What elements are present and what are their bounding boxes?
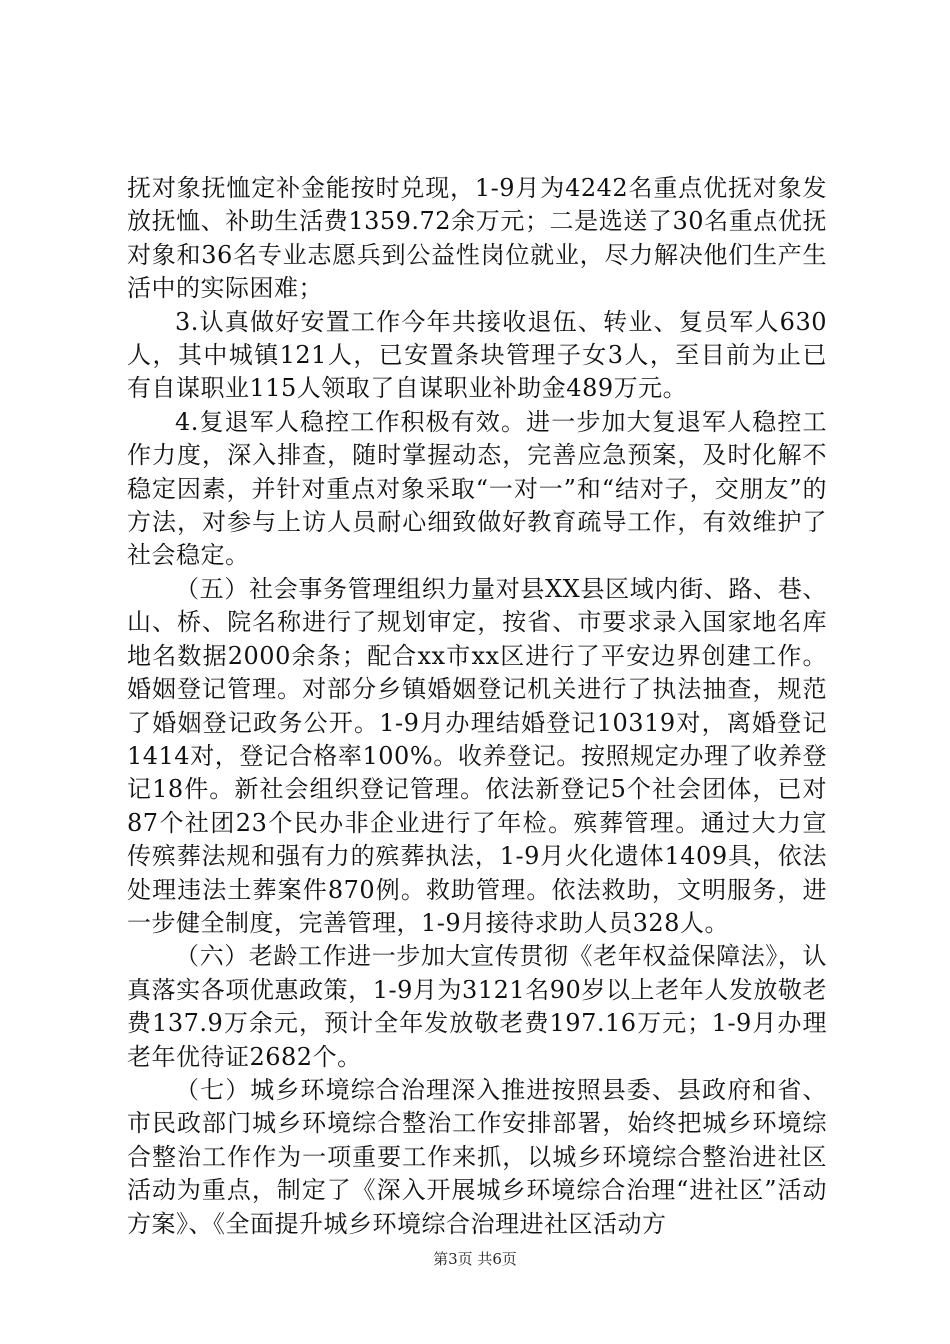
paragraph-resettlement: 3.认真做好安置工作今年共接收退伍、转业、复员军人630人，其中城镇121人，已安置条块管理子女3人，至目前为止已有自谋职业115人领取了自谋职业补助金489万元。 (127, 307, 827, 403)
paragraph-elderly-work: （六）老龄工作进一步加大宣传贯彻《老年权益保障法》，认真落实各项优惠政策，1-9月为3121名90岁以上老年人发放敬老费137.9万余元，预计全年发放敬老费197.16万元；1-9月办理老年优待证2682个。 (127, 942, 827, 1071)
paragraph-veteran-stability: 4.复退军人稳控工作积极有效。进一步加大复退军人稳控工作力度，深入排查，随时掌握动态，完善应急预案，及时化解不稳定因素，并针对重点对象采取“一对一”和“结对子，交朋友”的方法，对参与上访人员耐心细致做好教育疏导工作，有效维护了社会稳定。 (127, 407, 827, 570)
paragraph-continuation: 抚对象抚恤定补金能按时兑现，1-9月为4242名重点优抚对象发放抚恤、补助生活费1359.72余万元；二是选送了30名重点优抚对象和36名专业志愿兵到公益性岗位就业，尽力解决他们生产生活中的实际困难； (127, 174, 827, 303)
page-number-footer: 第3页 共6页 (433, 1250, 517, 1268)
document-body (127, 172, 827, 1241)
paragraph-environment: （七）城乡环境综合治理深入推进按照县委、县政府和省、市民政部门城乡环境综合整治工作安排部署，始终把城乡环境综合整治工作作为一项重要工作来抓，以城乡环境综合整治进社区活动为重点，制定了《深入开展城乡环境综合治理“进社区”活动方案》、《全面提升城乡环境综合治理进社区活动方 (127, 1075, 827, 1238)
paragraph-social-affairs: （五）社会事务管理组织力量对县XX县区域内街、路、巷、山、桥、院名称进行了规划审定，按省、市要求录入国家地名库地名数据2000余条；配合xx市xx区进行了平安边界创建工作。婚姻登记管理。对部分乡镇婚姻登记机关进行了执法抽查，规范了婚姻登记政务公开。1-9月办理结婚登记10319对，离婚登记1414对，登记合格率100%。收养登记。按照规定办理了收养登记18件。新社会组织登记管理。依法新登记5个社会团体，已对87个社团23个民办非企业进行了年检。殡葬管理。通过大力宣传殡葬法规和强有力的殡葬执法，1-9月火化遗体1409具，依法处理违法土葬案件870例。救助管理。依法救助，文明服务，进一步健全制度，完善管理，1-9月接待求助人员328人。 (127, 574, 827, 937)
